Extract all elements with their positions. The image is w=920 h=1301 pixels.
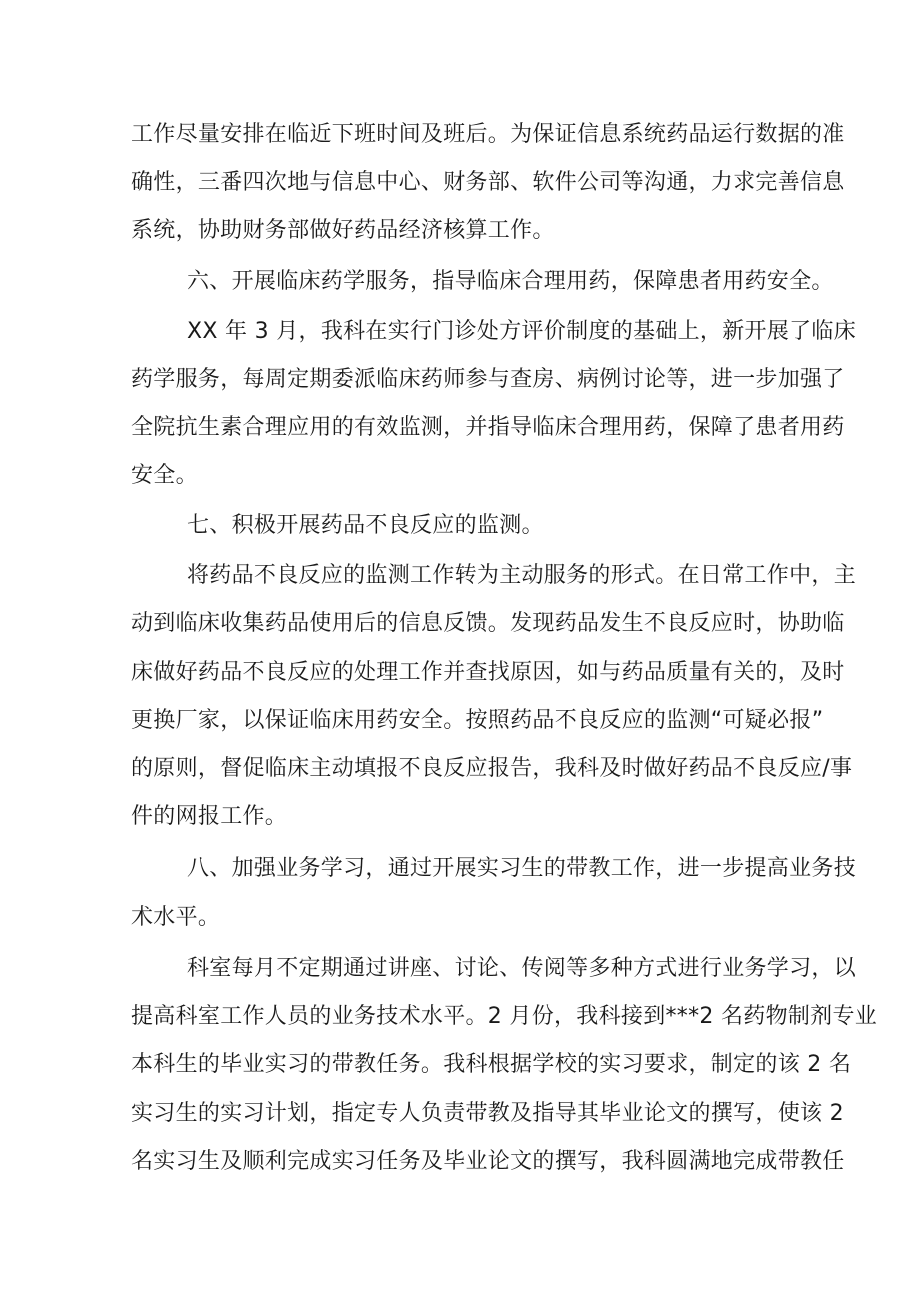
text-line: 将药品不良反应的监测工作转为主动服务的形式。在日常工作中，主 — [187, 563, 857, 588]
text-line: 术水平。 — [131, 905, 221, 930]
text-line: XX 年 3 月，我科在实行门诊处方评价制度的基础上，新开展了临床 — [187, 319, 857, 344]
text-line: 名实习生及顺利完成实习任务及毕业论文的撰写，我科圆满地完成带教任 — [131, 1149, 845, 1174]
text-line: 安全。 — [131, 463, 198, 488]
section-heading-8: 八、加强业务学习，通过开展实习生的带教工作，进一步提高业务技 — [187, 856, 857, 881]
text-line: 件的网报工作。 — [131, 804, 288, 829]
text-line: 提高科室工作人员的业务技术水平。2 月份，我科接到***2 名药物制剂专业 — [131, 1004, 878, 1029]
text-line: 动到临床收集药品使用后的信息反馈。发现药品发生不良反应时，协助临 — [131, 611, 845, 636]
text-line: 全院抗生素合理应用的有效监测，并指导临床合理用药，保障了患者用药 — [131, 415, 845, 440]
text-line: 本科生的毕业实习的带教任务。我科根据学校的实习要求，制定的该 2 名 — [131, 1052, 852, 1077]
text-line: 床做好药品不良反应的处理工作并查找原因，如与药品质量有关的，及时 — [131, 660, 845, 685]
text-line: 更换厂家，以保证临床用药安全。按照药品不良反应的监测“可疑必报” — [131, 708, 824, 733]
section-heading-7: 七、积极开展药品不良反应的监测。 — [187, 513, 544, 538]
text-line: 工作尽量安排在临近下班时间及班后。为保证信息系统药品运行数据的准 — [131, 122, 845, 147]
section-heading-6: 六、开展临床药学服务，指导临床合理用药，保障患者用药安全。 — [187, 269, 834, 294]
text-line: 科室每月不定期通过讲座、讨论、传阅等多种方式进行业务学习，以 — [187, 956, 857, 981]
text-line: 的原则，督促临床主动填报不良反应报告，我科及时做好药品不良反应/事 — [131, 756, 853, 781]
text-line: 药学服务，每周定期委派临床药师参与查房、病例讨论等，进一步加强了 — [131, 367, 845, 392]
text-line: 确性，三番四次地与信息中心、财务部、软件公司等沟通，力求完善信息 — [131, 170, 845, 195]
text-line: 实习生的实习计划，指定专人负责带教及指导其毕业论文的撰写，使该 2 — [131, 1101, 844, 1126]
text-line: 系统，协助财务部做好药品经济核算工作。 — [131, 218, 555, 243]
